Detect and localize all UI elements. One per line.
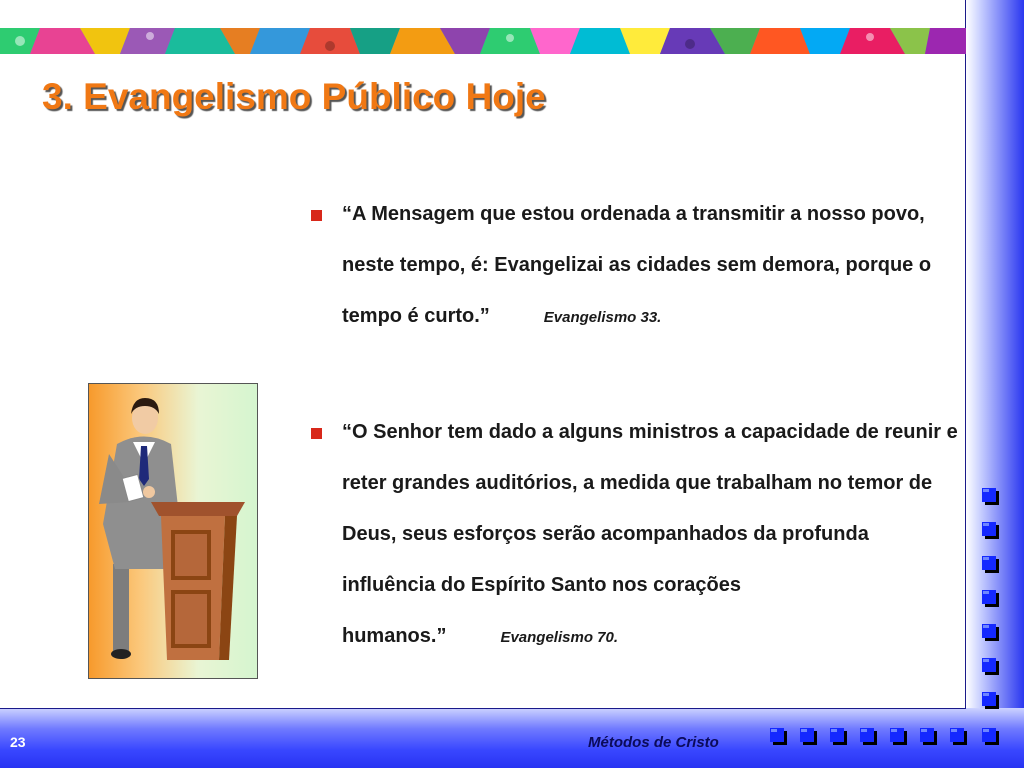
decorative-square [770, 728, 787, 745]
footer-title: Métodos de Cristo [588, 734, 719, 751]
decorative-square [920, 728, 937, 745]
decorative-square [860, 728, 877, 745]
slide-border [965, 0, 966, 709]
decorative-square [982, 728, 999, 745]
quote-text: “A Mensagem que estou ordenada a transmitir a nosso povo, neste tempo, é: Evangelizai as cidades sem demora, porque o tempo é curto.” [342, 203, 932, 327]
decorative-square [950, 728, 967, 745]
decorative-square [982, 522, 999, 539]
decorative-square [982, 590, 999, 607]
quote-reference: Evangelismo 33. [543, 309, 662, 326]
quote-paragraph [342, 407, 958, 663]
mosaic-banner [0, 28, 966, 54]
preacher-at-pulpit-illustration [88, 383, 258, 679]
decorative-square [982, 488, 999, 505]
decorative-square [982, 556, 999, 573]
slide-title: 3. Evangelismo Público Hoje [42, 76, 546, 117]
bullet-marker [311, 210, 322, 221]
quote-paragraph [342, 189, 958, 343]
decorative-square [890, 728, 907, 745]
quote-text: “O Senhor tem dado a alguns ministros a capacidade de reunir e reter grandes auditórios, a medida que trabalham no temor de Deus, seus esforços serão acompanhados da profunda influência do Espírito Santo nos corações humanos.” [342, 421, 958, 647]
decorative-square [800, 728, 817, 745]
bullet-marker [311, 428, 322, 439]
slide-number: 23 [10, 734, 26, 750]
slide-border [0, 708, 966, 709]
right-gradient-sidebar [966, 0, 1024, 768]
decorative-square [982, 692, 999, 709]
decorative-square [982, 658, 999, 675]
decorative-square [982, 624, 999, 641]
quote-reference: Evangelismo 70. [500, 629, 619, 646]
decorative-square [830, 728, 847, 745]
